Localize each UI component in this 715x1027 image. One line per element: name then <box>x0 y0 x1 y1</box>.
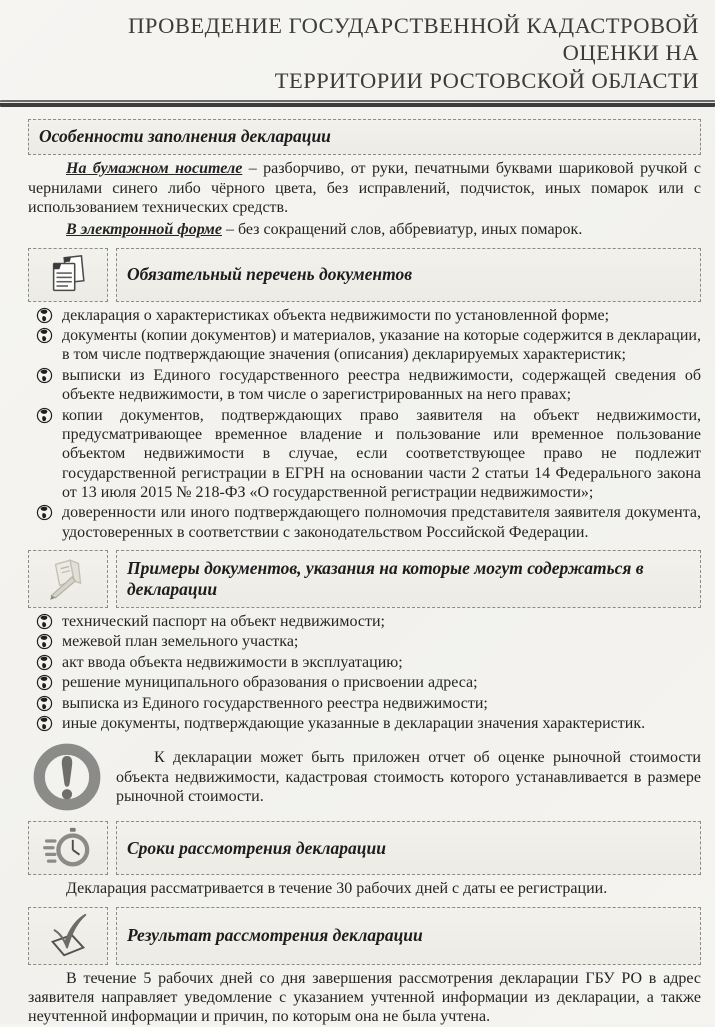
example-list-item <box>34 632 701 651</box>
features-electronic-paragraph <box>28 220 701 239</box>
globe-icon <box>36 633 53 650</box>
paper-form-text: – разборчиво, от руки, печатными буквами шариковой ручкой с чернилами синего либо чёрного цвета, без исправлений, подчисток, иных помарок или с использованием технических средств. <box>28 160 702 217</box>
mandatory-icon-box <box>28 248 108 302</box>
example-item-text: выписка из Единого государственного реестра недвижимости; <box>62 694 488 712</box>
paper-form-label: На бумажном носителе <box>66 160 243 178</box>
checked-box-icon <box>41 911 95 961</box>
mandatory-item-text: доверенности или иного подтверждающего полномочия представителя заявителя документа, удостоверенных в соответствии с законодательством Российской Федерации. <box>62 504 701 541</box>
globe-icon <box>36 367 53 384</box>
electronic-form-text: – без сокращений слов, аббревиатур, иных помарок. <box>221 221 583 239</box>
section-examples-header <box>28 550 701 608</box>
mandatory-list-item <box>34 366 701 405</box>
example-item-text: иные документы, подтверждающие указанные в декларации значения характеристик. <box>62 714 646 732</box>
features-paper-paragraph <box>28 159 701 217</box>
title-divider <box>0 100 715 107</box>
stopwatch-icon <box>40 825 96 871</box>
mandatory-item-text: документы (копии документов) и материалов, указание на которые содержится в декларации, в том числе подтверждающие значения (описания) декларируемых характеристик; <box>62 327 701 364</box>
mandatory-item-text: декларация о характеристиках объекта недвижимости по установленной форме; <box>62 306 610 324</box>
result-text: В течение 5 рабочих дней со дня завершения рассмотрения декларации ГБУ РО в адрес заявителя направляет уведомление с указанием учтенной информации из декларации, а также неучтенной информации и причин, по которым она не была учтена. <box>28 969 701 1026</box>
example-documents-list <box>34 612 701 733</box>
section-mandatory-header <box>28 248 701 302</box>
globe-icon <box>36 654 53 671</box>
examples-icon-box <box>28 550 108 608</box>
electronic-form-label: В электронной форме <box>66 221 222 239</box>
globe-icon <box>36 715 53 732</box>
mandatory-list-item <box>34 503 701 542</box>
mandatory-list-item <box>34 326 701 365</box>
page-title <box>28 12 699 94</box>
note-icon-wrap <box>28 741 106 813</box>
example-list-item <box>34 653 701 672</box>
section-result-header <box>28 907 701 965</box>
examples-heading-box <box>116 550 701 608</box>
example-list-item <box>34 694 701 713</box>
terms-heading-box <box>116 821 701 875</box>
globe-icon <box>36 327 53 344</box>
example-item-text: межевой план земельного участка; <box>62 633 299 651</box>
example-item-text: акт ввода объекта недвижимости в эксплуатацию; <box>62 653 403 671</box>
example-list-item <box>34 714 701 733</box>
section-mandatory-heading: Обязательный перечень документов <box>127 264 413 285</box>
result-heading-box <box>116 907 701 965</box>
globe-icon <box>36 674 53 691</box>
section-result-heading: Результат рассмотрения декларации <box>127 925 423 946</box>
globe-icon <box>36 307 53 324</box>
globe-icon <box>36 695 53 712</box>
page-title-line2: ТЕРРИТОРИИ РОСТОВСКОЙ ОБЛАСТИ <box>274 67 699 93</box>
paper-and-pen-sketch-icon <box>43 554 93 604</box>
section-features-heading: Особенности заполнения декларации <box>39 126 331 147</box>
mandatory-heading-box <box>116 248 701 302</box>
result-icon-box <box>28 907 108 965</box>
mandatory-item-text: копии документов, подтверждающих право заявителя на объект недвижимости, предусматривающее временное владение и пользование или временное пользование объектом недвижимости в случае, если соответствующее право не подлежит государственной регистрации в ЕГРН на основании части 2 статьи 14 Федерального закона от 13 июля 2015 № 218-ФЗ «О государственной регистрации недвижимости»; <box>62 406 701 501</box>
market-value-note <box>28 741 701 813</box>
mandatory-item-text: выписки из Единого государственного реестра недвижимости, содержащей сведения об объекте недвижимости, в том числе о зарегистрированных на него правах; <box>62 366 701 404</box>
terms-text: Декларация рассматривается в течение 30 рабочих дней с даты ее регистрации. <box>66 880 608 898</box>
globe-icon <box>36 613 53 630</box>
section-examples-heading: Примеры документов, указания на которые могут содержаться в декларации <box>127 558 644 600</box>
example-item-text: технический паспорт на объект недвижимости; <box>62 613 385 631</box>
example-list-item <box>34 612 701 631</box>
page-title-line1: ПРОВЕДЕНИЕ ГОСУДАРСТВЕННОЙ КАДАСТРОВОЙ ОЦЕНКИ НА <box>128 13 699 66</box>
section-terms-heading: Сроки рассмотрения декларации <box>127 837 386 858</box>
example-list-item <box>34 673 701 692</box>
globe-icon <box>36 407 53 424</box>
mandatory-list-item <box>34 406 701 503</box>
mandatory-documents-list <box>34 306 701 542</box>
example-item-text: решение муниципального образования о присвоении адреса; <box>62 674 478 692</box>
copy-documents-icon <box>45 252 91 298</box>
section-features-heading-box <box>28 119 701 155</box>
note-text: К декларации может быть приложен отчет об оценке рыночной стоимости объекта недвижимости, кадастровая стоимость которого устанавливается в размере рыночной стоимости. <box>116 749 701 805</box>
terms-icon-box <box>28 821 108 875</box>
globe-icon <box>36 504 53 521</box>
section-terms-header <box>28 821 701 875</box>
exclamation-ring-icon <box>31 741 103 813</box>
mandatory-list-item <box>34 306 701 325</box>
